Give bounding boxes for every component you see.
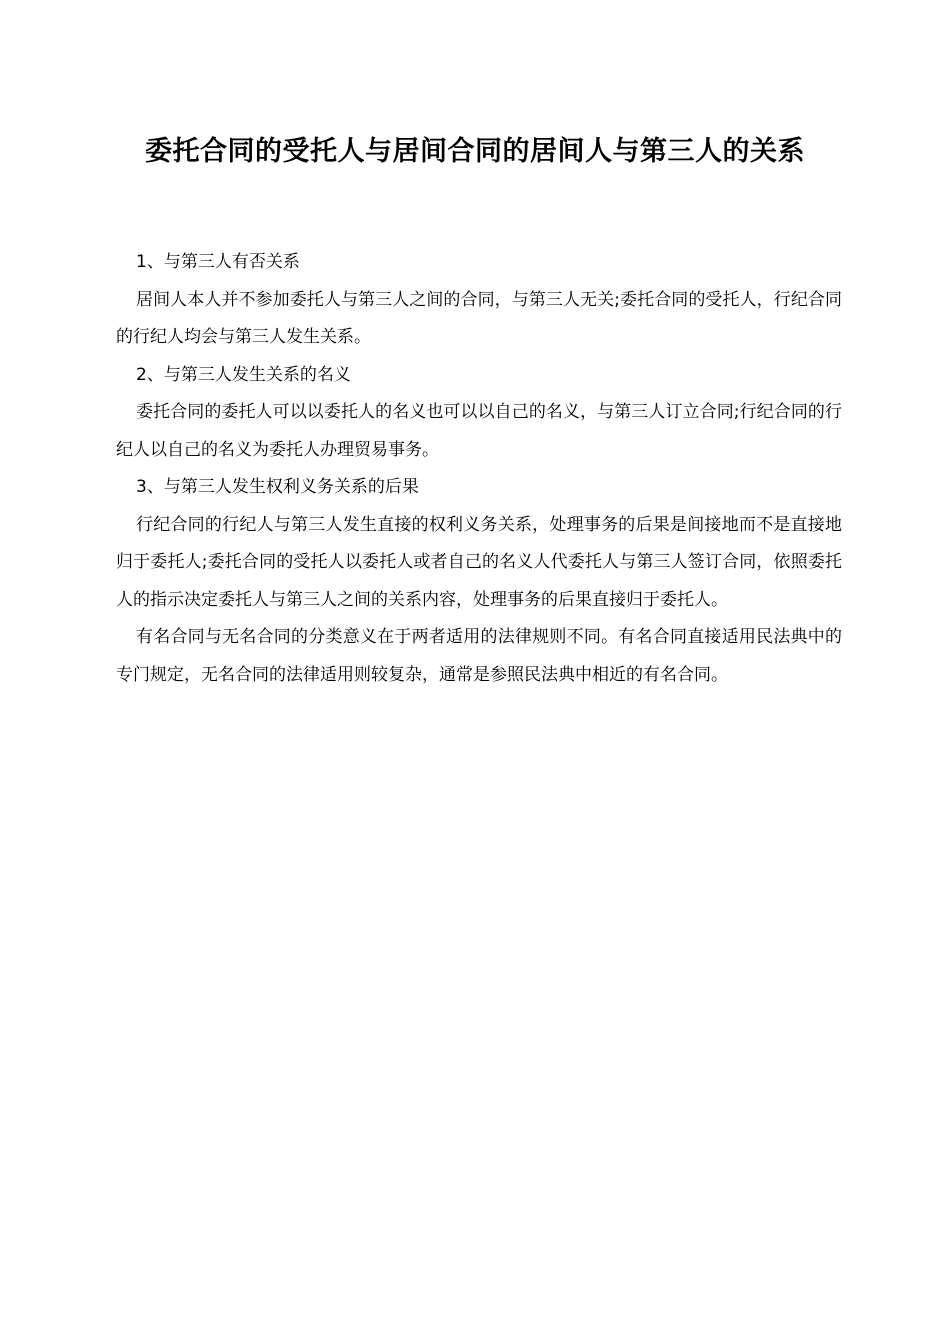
document-body xyxy=(116,244,842,694)
document-title: 委托合同的受托人与居间合同的居间人与第三人的关系 xyxy=(145,136,805,167)
section-paragraph-1: 居间人本人并不参加委托人与第三人之间的合同，与第三人无关;委托合同的受托人，行纪合同的行纪人均会与第三人发生关系。 xyxy=(116,289,842,347)
section-heading-2: 2、与第三人发生关系的名义 xyxy=(136,364,351,385)
section-paragraph-3: 行纪合同的行纪人与第三人发生直接的权利义务关系，处理事务的后果是间接地而不是直接地归于委托人;委托合同的受托人以委托人或者自己的名义人代委托人与第三人签订合同，依照委托人的指示决定委托人与第三人之间的关系内容，处理事务的后果直接归于委托人。 xyxy=(116,514,842,610)
section-heading-1: 1、与第三人有否关系 xyxy=(136,252,300,272)
closing-paragraph: 有名合同与无名合同的分类意义在于两者适用的法律规则不同。有名合同直接适用民法典中的专门规定，无名合同的法律适用则较复杂，通常是参照民法典中相近的有名合同。 xyxy=(116,627,842,685)
section-paragraph-2: 委托合同的委托人可以以委托人的名义也可以以自己的名义，与第三人订立合同;行纪合同的行纪人以自己的名义为委托人办理贸易事务。 xyxy=(116,402,842,460)
section-heading-3: 3、与第三人发生权利义务关系的后果 xyxy=(136,477,419,497)
